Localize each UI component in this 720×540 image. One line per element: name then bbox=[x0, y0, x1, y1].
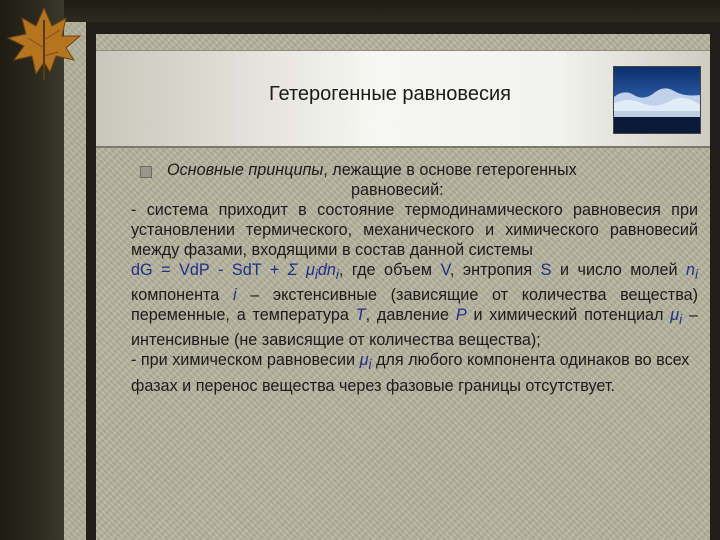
eq-V-highlight: V bbox=[440, 261, 450, 279]
line2-c: – экстенсивные (зависящие от количества вещества) переменные, а температура bbox=[131, 286, 698, 325]
paragraph-gibbs bbox=[131, 260, 698, 350]
line2-i: i bbox=[232, 286, 237, 305]
eq-V: V bbox=[179, 261, 190, 279]
line2-n-sub: i bbox=[695, 267, 699, 283]
page-title: Гетерогенные равновесия bbox=[269, 83, 511, 105]
line2-mu: μ bbox=[670, 306, 680, 325]
top-dark-bar bbox=[64, 0, 720, 22]
line2-f: – интенсивные (не зависящие от количества вещества); bbox=[131, 306, 698, 350]
eq-dn: dn bbox=[317, 261, 336, 279]
eq-sub-i: i bbox=[314, 267, 318, 283]
eq-plus: + bbox=[261, 261, 288, 279]
line2-n: n bbox=[686, 261, 696, 279]
line2-a: число молей bbox=[577, 261, 687, 279]
eq-S: S bbox=[231, 261, 243, 279]
autumn-leaf-icon bbox=[0, 0, 90, 90]
paragraph-chemical-equilibrium bbox=[131, 350, 698, 395]
line3-b: для любого компонента одинаков во всех фазах и перенос вещества через фазовые границы отсутствует. bbox=[131, 351, 690, 395]
eq-text-and: и bbox=[551, 261, 569, 279]
bullet-text: , лежащие в основе гетерогенных bbox=[323, 161, 577, 179]
winter-landscape-image bbox=[613, 66, 701, 134]
line3-mu: μ bbox=[359, 351, 369, 370]
line2-P: P bbox=[455, 306, 467, 325]
line2-b: компонента bbox=[131, 286, 233, 305]
eq-text-volume: , где объем bbox=[338, 261, 441, 279]
paragraph-equilibrium: - система приходит в состояние термодинамического равновесия при установлении термического, механического и химического равновесий между фазами, входящими в состав данной системы bbox=[131, 201, 698, 259]
eq-text-entropy: , энтропия bbox=[449, 261, 541, 279]
eq-dG: dG bbox=[131, 261, 153, 279]
line3-a: - при химическом равновесии bbox=[131, 351, 360, 370]
eq-dP: dP bbox=[189, 261, 210, 279]
line3-mu-sub: i bbox=[368, 357, 372, 373]
eq-S-highlight: S bbox=[540, 261, 552, 279]
slide-body bbox=[131, 160, 698, 396]
bullet-square-icon bbox=[140, 166, 152, 178]
bullet-italic-text: Основные принципы bbox=[167, 161, 324, 179]
eq-sum-mu: Σ μ bbox=[287, 261, 315, 279]
eq-equals: = bbox=[152, 261, 180, 279]
line2-T: T bbox=[355, 306, 366, 325]
line2-mu-sub: i bbox=[679, 312, 683, 328]
eq-minus: - bbox=[209, 261, 232, 279]
bullet-line-2: равновесий: bbox=[351, 181, 444, 199]
eq-dT: dT bbox=[242, 261, 262, 279]
bullet-line bbox=[131, 160, 698, 180]
eq-sub-i-2: i bbox=[335, 267, 339, 283]
line2-e: и химический потенциал bbox=[466, 306, 671, 325]
line2-d: , давление bbox=[365, 306, 456, 325]
